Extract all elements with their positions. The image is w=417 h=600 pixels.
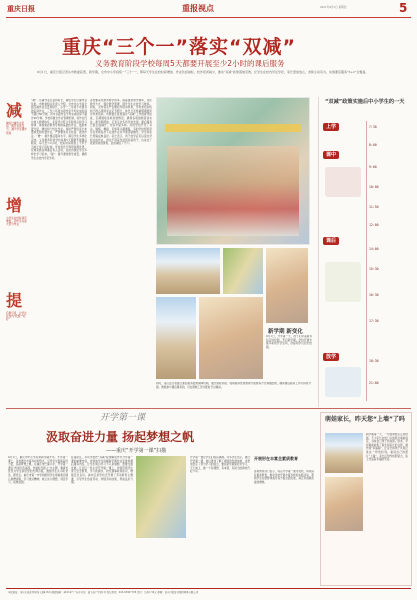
- lead-paragraph: 9月1日，重庆日报记者从市教委获悉，新学期，全市中小学将统一“三个一”，即每天学生在校时间增加、作业负担减轻、校外培训减少，推动“双减”政策落地见效，让学生在校内学足学好，家长更加放心，老师主动有为，实施课后服务“5+2”全覆盖。: [37, 70, 369, 74]
- right-feature-photo: [325, 433, 363, 473]
- feature-headline: 汲取奋进力量 扬起梦想之帆: [46, 430, 195, 444]
- main-photo: [156, 97, 310, 245]
- label-class: 课中: [323, 151, 339, 159]
- time-2: 9:00: [369, 165, 377, 169]
- right-feature-photo-2: [325, 477, 363, 531]
- body-column-1: “减”：压减作业总量和时长，减轻学生过重作业负担。市教委相关负责人介绍，全市中小学将全面压减作业总量和时长，小学一二年级不布置书面家庭作业，三至六年级书面作业平均完成时间不超过60分钟，初中书面作业平均完成时间不超过90分钟。学校将健全作业管理机制，将作业设计纳入教研体系，系统设计符合年龄特点和学习规律、体现素质教育导向的基础性作业，鼓励布置分层、弹性和个性化作业。同时严禁给家长布置或变相布置作业，严禁要求家长检查、批改作业。“增”：提升课后服务水平，满足学生多样化需求。义务教育阶段学校每周5天都要开展课后服务，每天至少2小时，结束时间原则上不早于当地正常下班时间。学校将充分利用资源优势，有效实施各种课后育人活动，在校内满足学生多样化学习需求。“提”：提升课堂教学质量，确保学生在校内学足学好。: [31, 99, 87, 160]
- footer-rule: [6, 588, 411, 589]
- note-ti: 后教尽责，让学生在校内“吃饱”“吃好”: [6, 312, 27, 322]
- feature-col-3: 开学第一课让学生们收获满满。许多学生表示，通过开学第一课，他们更加了解了祖国的发展成就，也更加坚定了努力学习的信念，要在新学期里好好学习，天天向上，做一个有理想、有本领、有担当的新时代好少年。: [190, 456, 250, 474]
- label-dismissal: 放学: [323, 353, 339, 361]
- rail-item-jian: [6, 98, 28, 135]
- time-5: 12:00: [369, 223, 379, 227]
- feature-col-2: 在南岸区，多所学校把“双减”政策解读作为开学第一课的重要内容，老师向学生讲解新学期作业安排和课后服务内容，让学生明白学习不只是做题，更要全面发展。江北区一所小学开学第一课上，老师带领学生进行安全教育，学习防溺水、防交通事故等知识，增强安全意识。渝中区某学校还开展了劳动教育主题课，引导学生热爱劳动、珍惜劳动成果，养成良好习惯。: [71, 456, 133, 485]
- timeline-illustration-1: [325, 167, 361, 197]
- paper-logo: 重庆日报: [7, 4, 35, 13]
- main-subhead: 义务教育阶段学校每周5天都要开展至少2小时的课后服务: [95, 59, 285, 68]
- photo-activity-5: [199, 297, 263, 379]
- timeline-title: “双减”政策实施后中小学生的一天: [325, 99, 405, 105]
- right-feature-text: 新学期第一天，一年级萌娃们走进校园，不少家长在校门口的照片墙前驻足，寻找自己孩子的身影。原来，学校提前收集了新生和家长的合影，制作成“幸福墙”，让家长和孩子共同记录这一珍贵时刻。看到自己的照片“上墙”，家长们纷纷拍照留念，脸上洋溢着幸福的笑容。: [366, 433, 408, 462]
- glyph-ti: 提: [6, 291, 23, 310]
- time-3: 10:00: [369, 185, 379, 189]
- time-7: 15:30: [369, 267, 379, 271]
- timeline-illustration-2: [325, 262, 361, 302]
- section-title: 重报视点: [182, 4, 214, 13]
- timeline-axis: [366, 121, 367, 401]
- photo-activity-1: [156, 248, 220, 294]
- time-0: 7:30: [369, 125, 377, 129]
- time-1: 8:00: [369, 143, 377, 147]
- photo-children: [167, 146, 299, 236]
- feature-photo: [136, 456, 186, 538]
- photo-caption: 新学期 新变化: [268, 329, 303, 335]
- timeline-sidebar: [318, 97, 413, 407]
- footer-text: 本报地址：重庆市渝北区同茂大道416号 邮政编码：401147 广告许可证：渝工商广字第1号 发行热线：023-63907158 定价：每份1.50元 印刷：重庆日报报业集团印务有限公司: [8, 591, 199, 594]
- time-8: 16:30: [369, 293, 379, 297]
- glyph-zeng: 增: [6, 196, 23, 215]
- time-11: 21:00: [369, 381, 379, 385]
- body-column-4: 同时，各区县还将建立课后服务经费保障机制，通过财政补贴、收取服务性收费或代收费等方式筹措经费，确保课后服务工作可持续开展。教师参与课后服务的，可在绩效工资分配时予以倾斜。: [156, 382, 311, 389]
- glyph-jian: 减: [6, 101, 23, 120]
- label-morning: 上学: [323, 123, 339, 131]
- body-column-2: 各校要深化教育教学改革，提高课堂教学效率，优化教学方式，强化教学管理，提升学生在校学习效率。同时，全市将从严治理校外培训机构，学科类培训机构不得占用国家法定节假日、休息日及寒暑假期组织学科类培训。市教委还将加强对“双减”工作的督导检查，定期通报各地进展情况，确保各项措施落到实处。新学期伊始，记者走访多所学校发现，课后服务已经全面铺开，内容丰富多样。有的学校开设了书法、围棋、舞蹈、足球等兴趣课程，有的学校组织学生在老师指导下完成作业并开展答疑辅导，学生和家长普遍反映良好。家长表示，孩子放学后可以留在学校完成作业，再也不用着急赶回家接孩子，也省去了报培训班的费用，负担减轻了不少。: [90, 99, 152, 146]
- rail-item-zeng: [6, 193, 28, 227]
- feature-col-1: 9月1日，重庆市中小学迎来新学期开学。开学第一课上，各校通过丰富多彩的形式，引导学生汲取奋进力量，扬起梦想之帆。在重庆市巴蜀小学，开学第一课以“传承红色基因，争做时代新人”为主题，邀请老党员为学生讲述党的光辉历程，激励学生从小听党话、跟党走。重庆市第一中学则组织学生观看奥运健儿拼搏视频，学习奥运精神，树立远大理想，刻苦学习，报效祖国。: [8, 456, 68, 485]
- time-6: 14:00: [369, 247, 379, 251]
- main-headline: 重庆“三个一”落实“双减”: [62, 36, 296, 58]
- masthead: [0, 0, 417, 20]
- section-divider: [6, 408, 411, 409]
- photo-caption-text: 9月1日，开学第一天，孩子们带着新书包走进校园，开启新学期。学校开展丰富多彩的开学活动，迎接同学们回归校园。: [266, 335, 312, 349]
- timeline-illustration-3: [325, 367, 361, 397]
- label-after-class: 课后: [323, 237, 339, 245]
- photo-activity-4: [156, 297, 196, 379]
- note-zeng: 小学生在校时间有增加，初中生完成大部分作业: [6, 217, 27, 227]
- feature-mid-headline: 开展形在丰富全素质教育: [254, 456, 298, 461]
- issue-meta: 2021年9月2日 星期四: [320, 6, 347, 9]
- note-jian: 减轻过重作业负担，规范考试压力，减少学生课外培训: [6, 122, 27, 135]
- time-10: 18:30: [369, 359, 379, 363]
- feature-banner: 开学第一课: [100, 413, 146, 423]
- photo-banner: [165, 124, 301, 132]
- feature-subhead: ——重庆“开学第一课”扫描: [106, 448, 167, 454]
- rail-item-ti: [6, 288, 28, 322]
- page-number: 5: [399, 1, 408, 15]
- right-feature-headline: 萌娃家长，昨天您“上墙”了吗: [325, 416, 405, 423]
- photo-activity-3: [266, 248, 308, 323]
- feature-col-4: 各地教育部门表示，将以开学第一课为契机，持续深化素质教育，推动学校开展丰富多样的实践活动，帮助学生在德智体美劳各方面全面发展，真正实现减负提质增效。: [254, 470, 314, 484]
- masthead-rule: [6, 17, 411, 18]
- time-9: 17:30: [369, 319, 379, 323]
- right-feature-box: [320, 412, 412, 586]
- body-column-3: [31, 402, 151, 404]
- photo-activity-2: [223, 248, 263, 294]
- left-rail: [6, 98, 28, 458]
- time-4: 11:50: [369, 205, 379, 209]
